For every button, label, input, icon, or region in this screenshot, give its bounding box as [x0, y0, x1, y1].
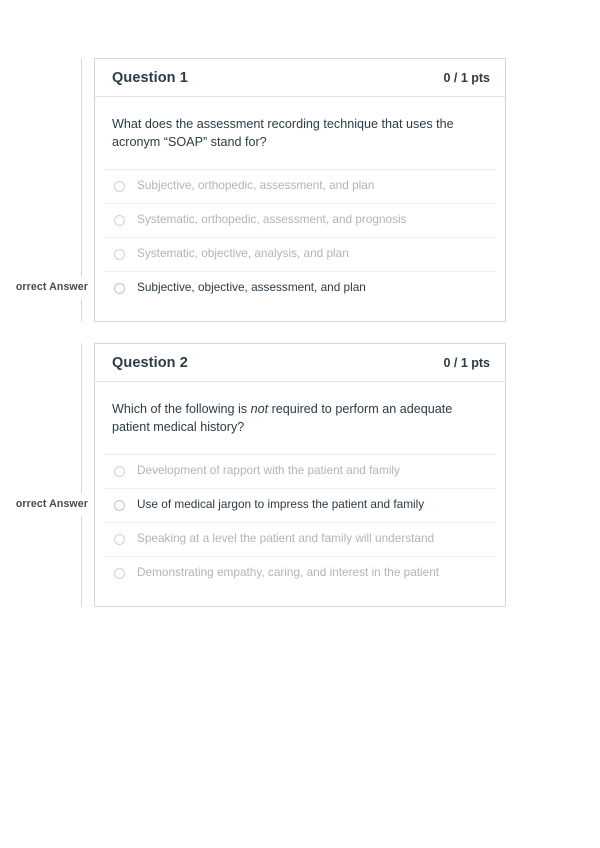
question-points: 0 / 1 pts [443, 355, 490, 370]
radio-button-icon[interactable] [114, 283, 125, 294]
answer-option[interactable] [104, 522, 496, 556]
correct-answer-label: orrect Answer [15, 280, 88, 293]
answer-option[interactable] [104, 556, 496, 590]
answer-option[interactable] [104, 488, 496, 522]
question-prompt-emphasis: not [250, 402, 269, 416]
question-prompt [95, 382, 505, 454]
gutter-rule [81, 516, 82, 607]
gutter-rule [81, 299, 82, 322]
answer-option-label: Use of medical jargon to impress the patient and family [137, 497, 425, 512]
gutter-rule [81, 58, 82, 277]
radio-button-icon[interactable] [114, 215, 125, 226]
answer-option-label: Speaking at a level the patient and family will understand [137, 531, 435, 546]
answer-option-label: Demonstrating empathy, caring, and interest in the patient [137, 565, 440, 580]
question-title: Question 2 [112, 354, 188, 371]
radio-button-icon[interactable] [114, 466, 125, 477]
question-prompt-part-1: Which of the following is [112, 402, 251, 416]
answer-option[interactable] [104, 237, 496, 271]
correct-answer-label: orrect Answer [15, 497, 88, 510]
radio-button-icon[interactable] [114, 181, 125, 192]
gutter-rule [81, 343, 82, 494]
radio-button-icon[interactable] [114, 500, 125, 511]
radio-button-icon[interactable] [114, 249, 125, 260]
answer-options-list [95, 169, 505, 321]
question-prompt [95, 97, 505, 169]
radio-button-icon[interactable] [114, 568, 125, 579]
answer-option-label: Subjective, objective, assessment, and plan [137, 280, 366, 295]
answer-option-label: Subjective, orthopedic, assessment, and plan [137, 178, 375, 193]
radio-button-icon[interactable] [114, 534, 125, 545]
answer-option[interactable] [104, 271, 496, 305]
answer-option-label: Systematic, objective, analysis, and plan [137, 246, 349, 261]
answer-option-label: Development of rapport with the patient and family [137, 463, 400, 478]
question-points: 0 / 1 pts [443, 70, 490, 85]
answer-option[interactable] [104, 169, 496, 203]
question-prompt-part-1: What does the assessment recording technique that uses the acronym “SOAP” stand for? [112, 117, 454, 149]
answer-option[interactable] [104, 454, 496, 488]
answer-option[interactable] [104, 203, 496, 237]
question-prompt-part-2: required to perform an adequate patient medical history? [112, 402, 453, 434]
question-header [95, 344, 505, 382]
question-header [95, 59, 505, 97]
answer-options-list [95, 454, 505, 606]
question-card [94, 343, 506, 607]
question-card [94, 58, 506, 322]
question-title: Question 1 [112, 69, 188, 86]
answer-option-label: Systematic, orthopedic, assessment, and prognosis [137, 212, 407, 227]
